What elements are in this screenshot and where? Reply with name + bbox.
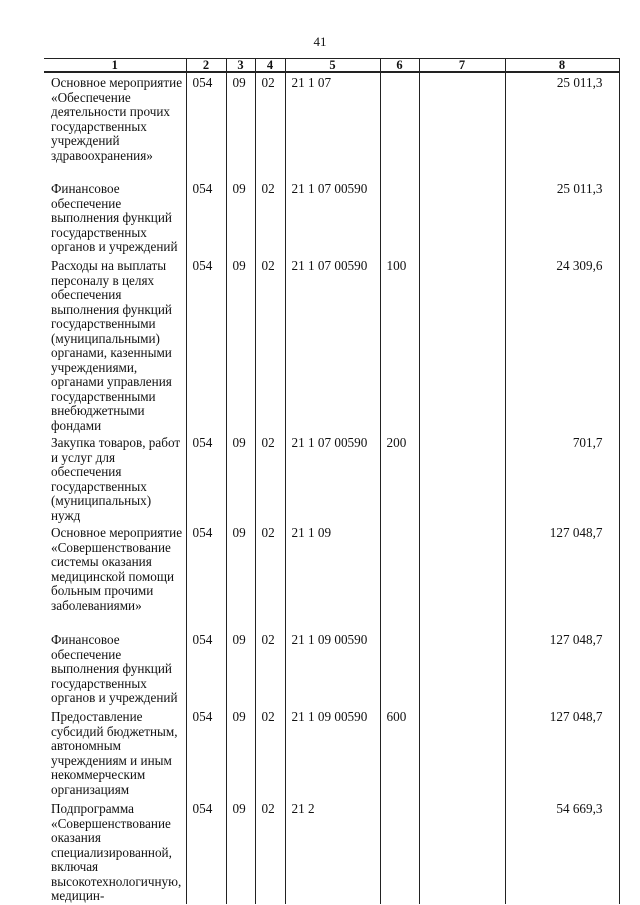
column-header: 6 (380, 59, 419, 73)
expense-type (380, 179, 419, 256)
expense-type (380, 799, 419, 904)
column-7-cell (419, 707, 505, 799)
column-7-cell (419, 179, 505, 256)
column-7-cell (419, 256, 505, 433)
column-7-cell (419, 630, 505, 707)
expense-type (380, 72, 419, 179)
section-code: 09 (226, 256, 255, 433)
expense-type: 200 (380, 433, 419, 523)
amount: 24 309,6 (505, 256, 619, 433)
expense-type (380, 523, 419, 630)
table-row (44, 707, 619, 799)
subsection-code: 02 (255, 707, 285, 799)
row-name: Подпрограмма «Совершенствование оказания специализированной, включая высокотехнологичную, медицин- (44, 799, 186, 904)
table-row (44, 630, 619, 707)
row-name: Закупка товаров, работ и услуг для обеспечения государственных (муниципальных) нужд (44, 433, 186, 523)
admin-code: 054 (186, 799, 226, 904)
row-name: Расходы на выплаты персоналу в целях обеспечения выполнения функций государственными (муниципальными) органами, казенными учреждениями, органами управления государственными внебюджетными фондами (44, 256, 186, 433)
column-header: 7 (419, 59, 505, 73)
target-article: 21 1 07 00590 (285, 179, 380, 256)
subsection-code: 02 (255, 523, 285, 630)
subsection-code: 02 (255, 799, 285, 904)
target-article: 21 1 09 (285, 523, 380, 630)
section-code: 09 (226, 707, 255, 799)
row-name: Основное мероприятие «Совершенствование системы оказания медицинской помощи больным прочими заболеваниями» (44, 523, 186, 630)
amount: 127 048,7 (505, 630, 619, 707)
column-header: 8 (505, 59, 619, 73)
amount: 701,7 (505, 433, 619, 523)
subsection-code: 02 (255, 72, 285, 179)
section-code: 09 (226, 433, 255, 523)
page-number: 41 (313, 34, 327, 49)
section-code: 09 (226, 72, 255, 179)
column-header: 5 (285, 59, 380, 73)
expense-type: 100 (380, 256, 419, 433)
expense-type (380, 630, 419, 707)
admin-code: 054 (186, 433, 226, 523)
admin-code: 054 (186, 256, 226, 433)
amount: 25 011,3 (505, 179, 619, 256)
table-row (44, 179, 619, 256)
table-row (44, 799, 619, 904)
subsection-code: 02 (255, 256, 285, 433)
admin-code: 054 (186, 72, 226, 179)
section-code: 09 (226, 179, 255, 256)
column-header: 3 (226, 59, 255, 73)
row-name: Предоставление субсидий бюджетным, автономным учреждениям и иным некоммерческим организациям (44, 707, 186, 799)
column-7-cell (419, 523, 505, 630)
amount: 25 011,3 (505, 72, 619, 179)
subsection-code: 02 (255, 179, 285, 256)
expense-type: 600 (380, 707, 419, 799)
admin-code: 054 (186, 179, 226, 256)
target-article: 21 1 07 00590 (285, 433, 380, 523)
subsection-code: 02 (255, 630, 285, 707)
budget-table (44, 58, 620, 904)
table-header-row (44, 59, 619, 73)
table-row (44, 523, 619, 630)
row-name: Основное мероприятие «Обеспечение деятельности прочих государственных учреждений здравоохранения» (44, 72, 186, 179)
admin-code: 054 (186, 707, 226, 799)
column-header: 1 (44, 59, 186, 73)
row-name: Финансовое обеспечение выполнения функций государственных органов и учреждений (44, 179, 186, 256)
column-7-cell (419, 433, 505, 523)
amount: 127 048,7 (505, 707, 619, 799)
section-code: 09 (226, 630, 255, 707)
admin-code: 054 (186, 630, 226, 707)
target-article: 21 2 (285, 799, 380, 904)
target-article: 21 1 07 00590 (285, 256, 380, 433)
amount: 127 048,7 (505, 523, 619, 630)
table-row (44, 72, 619, 179)
admin-code: 054 (186, 523, 226, 630)
column-7-cell (419, 72, 505, 179)
amount: 54 669,3 (505, 799, 619, 904)
subsection-code: 02 (255, 433, 285, 523)
table-row (44, 256, 619, 433)
target-article: 21 1 07 (285, 72, 380, 179)
target-article: 21 1 09 00590 (285, 630, 380, 707)
table-row (44, 433, 619, 523)
column-header: 2 (186, 59, 226, 73)
row-name: Финансовое обеспечение выполнения функций государственных органов и учреждений (44, 630, 186, 707)
column-header: 4 (255, 59, 285, 73)
section-code: 09 (226, 799, 255, 904)
section-code: 09 (226, 523, 255, 630)
column-7-cell (419, 799, 505, 904)
target-article: 21 1 09 00590 (285, 707, 380, 799)
